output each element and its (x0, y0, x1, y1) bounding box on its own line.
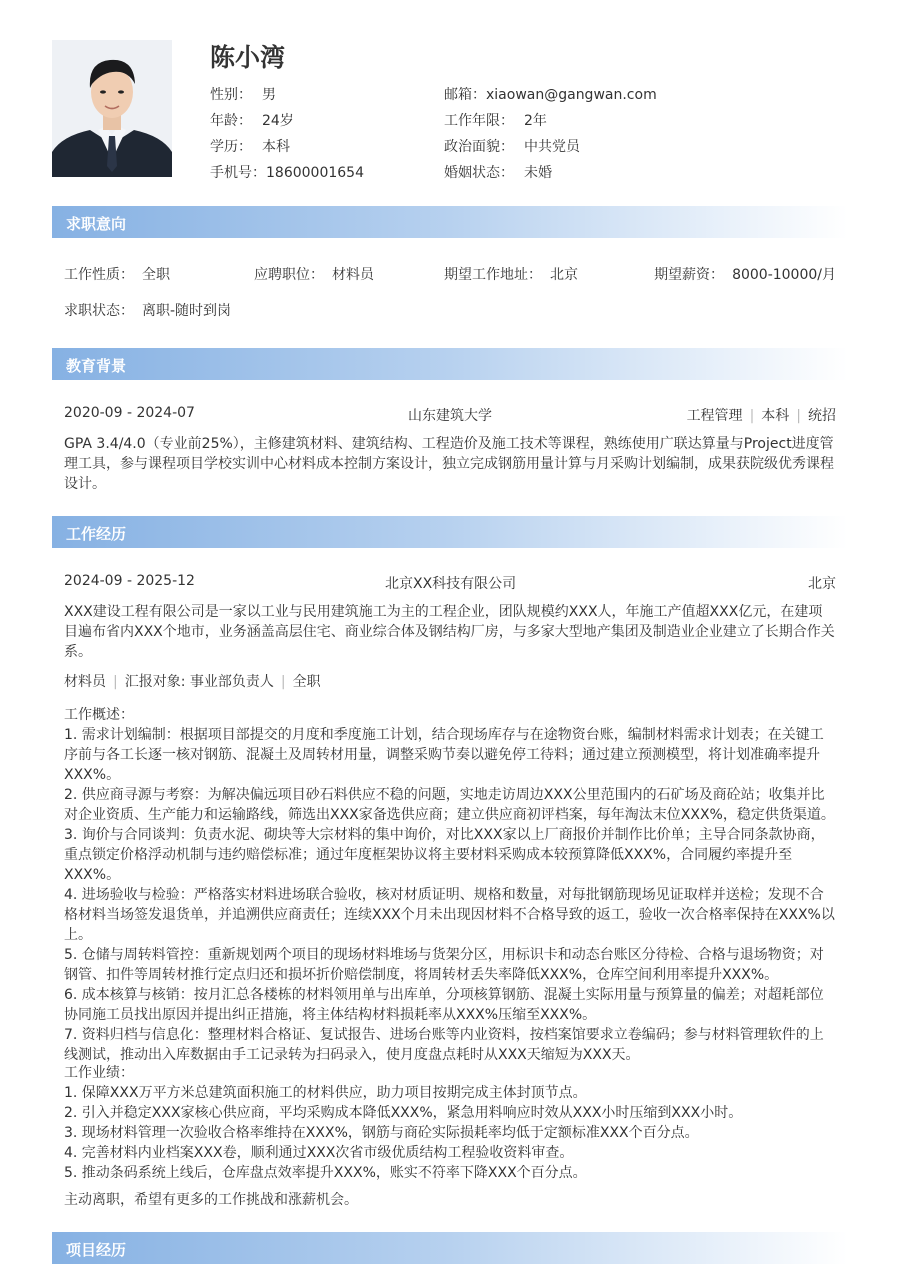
work-meta (64, 671, 321, 691)
info-value: 2年 (524, 113, 547, 129)
divider: | (796, 408, 801, 424)
overview-item: 7. 资料归档与信息化：整理材料合格证、复试报告、进场台账等内业资料，按档案馆要求立卷编码；参与材料管理软件的上线测试，推动出入库数据由手工记录转为扫码录入，使月度盘点耗时从XXX天缩短为XXX天。 (64, 1027, 824, 1063)
info-value: 未婚 (524, 165, 552, 181)
info-education (210, 136, 290, 156)
overview-item: 4. 进场验收与检验：严格落实材料进场联合验收，核对材质证明、规格和数量，对每批钢筋现场见证取样并送检；发现不合格材料当场签发退货单，并追溯供应商责任；连续XXX个月未出现因材料不合格导致的返工，验收一次合格率保持在XXX%以上。 (64, 887, 835, 943)
info-label: 邮箱： (444, 87, 486, 103)
overview-item: 3. 询价与合同谈判：负责水泥、砌块等大宗材料的集中询价，对比XXX家以上厂商报价并制作比价单；主导合同条款协商，重点锁定价格浮动机制与违约赔偿标准；通过年度框架协议将主要材料采购成本较预算降低XXX%，合同履约率提升至XXX%。 (64, 827, 825, 883)
education-degree: 本科 (761, 408, 790, 424)
intent-location (444, 264, 578, 284)
achievement-item: 2. 引入并稳定XXX家核心供应商，平均采购成本降低XXX%，紧急用料响应时效从XXX小时压缩到XXX小时。 (64, 1105, 743, 1121)
section-header-education (52, 348, 848, 380)
intent-value: 8000-10000/月 (732, 267, 836, 283)
intent-label: 工作性质： (64, 267, 134, 283)
achievements-title: 工作业绩： (64, 1065, 134, 1081)
info-value: xiaowan@gangwan.com (486, 87, 657, 103)
education-description: GPA 3.4/4.0（专业前25%），主修建筑材料、建筑结构、工程造价及施工技术等课程，熟练使用广联达算量与Project进度管理工具，参与课程项目学校实训中心材料成本控制方案设计，独立完成钢筋用量计算与月采购计划编制，成果获院级优秀课程设计。 (64, 436, 834, 492)
info-age (210, 110, 294, 130)
intent-label: 期望薪资： (654, 267, 725, 283)
info-label: 学历： (210, 139, 252, 155)
overview-title: 工作概述： (64, 707, 134, 723)
overview-item: 6. 成本核算与核销：按月汇总各楼栋的材料领用单与出库单，分项核算钢筋、混凝土实际用量与预算量的偏差；对超耗部位协同施工员找出原因并提出纠正措施，将主体结构材料损耗率从XXX%压缩至XXX%。 (64, 987, 824, 1023)
work-achievements (64, 1063, 836, 1183)
info-gender (210, 84, 276, 104)
section-title: 教育背景 (66, 357, 127, 375)
info-political (444, 136, 580, 156)
intent-value: 离职-随时到岗 (142, 303, 232, 319)
info-label: 婚姻状态： (444, 165, 514, 181)
info-value: 本科 (262, 139, 290, 155)
info-work-years (444, 110, 547, 130)
divider: | (749, 408, 755, 424)
info-value: 男 (262, 87, 276, 103)
intent-position (254, 264, 374, 284)
intent-value: 材料员 (332, 267, 374, 283)
info-label: 工作年限： (444, 113, 514, 129)
section-header-intent (52, 206, 848, 238)
overview-item: 1. 需求计划编制：根据项目部提交的月度和季度施工计划，结合现场库存与在途物资台账，编制材料需求计划表；在关键工序前与各工长逐一核对钢筋、混凝土及周转材用量，调整采购节奏以避免停工待料；通过建立预测模型，将计划准确率提升XXX%。 (64, 727, 824, 783)
intent-job-type (64, 264, 170, 284)
achievement-item: 4. 完善材料内业档案XXX卷，顺利通过XXX次省市级优质结构工程验收资料审查。 (64, 1145, 574, 1161)
work-city: 北京 (808, 576, 836, 592)
work-report-to: 汇报对象: 事业部负责人 (124, 674, 274, 690)
education-school: 山东建筑大学 (408, 408, 492, 424)
achievement-item: 5. 推动条码系统上线后，仓库盘点效率提升XXX%，账实不符率下降XXX个百分点。 (64, 1165, 587, 1181)
overview-item: 5. 仓储与周转料管控：重新规划两个项目的现场材料堆场与货架分区，用标识卡和动态台账区分待检、合格与退场物资；对钢管、扣件等周转材推行定点归还和损坏折价赔偿制度，将周转材丢失率降低XXX%，仓库空间利用率提升XXX%。 (64, 947, 824, 983)
achievement-item: 1. 保障XXX万平方米总建筑面积施工的材料供应，助力项目按期完成主体封顶节点。 (64, 1085, 587, 1101)
section-title: 求职意向 (66, 215, 127, 233)
company-description: XXX建设工程有限公司是一家以工业与民用建筑施工为主的工程企业，团队规模约XXX人，年施工产值超XXX亿元，在建项目遍布省内XXX个地市，业务涵盖高层住宅、商业综合体及钢结构厂房，与多家大型地产集团及制造业企业建立了长期合作关系。 (64, 604, 835, 660)
info-label: 性别： (210, 87, 252, 103)
info-phone (210, 162, 364, 182)
intent-label: 期望工作地址： (444, 267, 542, 283)
section-title: 项目经历 (66, 1241, 127, 1259)
overview-item: 2. 供应商寻源与考察：为解决偏远项目砂石料供应不稳的问题，实地走访周边XXX公里范围内的石矿场及商砼站；收集并比对企业资质、生产能力和运输路线，筛选出XXX家备选供应商；建立供应商初评档案，每年淘汰末位XXX%，稳定供货渠道。 (64, 787, 835, 823)
info-label: 年龄： (210, 113, 252, 129)
divider: | (280, 674, 286, 690)
work-role: 材料员 (64, 674, 106, 690)
portrait-illustration (52, 40, 172, 177)
info-label: 政治面貌： (444, 139, 514, 155)
section-header-project (52, 1232, 848, 1264)
divider: | (113, 674, 118, 690)
leave-reason: 主动离职，希望有更多的工作挑战和涨薪机会。 (64, 1192, 358, 1208)
intent-status (64, 300, 231, 320)
work-overview (64, 705, 836, 1065)
section-header-work (52, 516, 848, 548)
education-major: 工程管理 (686, 408, 743, 424)
info-marital (444, 162, 552, 182)
education-period: 2020-09 - 2024-07 (64, 405, 195, 421)
section-title: 工作经历 (66, 525, 127, 543)
work-job-type: 全职 (292, 674, 321, 690)
work-period: 2024-09 - 2025-12 (64, 573, 195, 589)
intent-value: 全职 (142, 267, 170, 283)
info-label: 手机号： (210, 165, 266, 181)
education-type: 统招 (808, 408, 836, 424)
info-value: 18600001654 (266, 165, 364, 181)
education-meta (687, 405, 836, 425)
intent-value: 北京 (550, 267, 578, 283)
intent-label: 求职状态： (64, 303, 134, 319)
achievement-item: 3. 现场材料管理一次验收合格率维持在XXX%，钢筋与商砼实际损耗率均低于定额标准XXX个百分点。 (64, 1125, 699, 1141)
intent-label: 应聘职位： (254, 267, 324, 283)
info-email (444, 84, 657, 104)
profile-photo (52, 40, 172, 177)
work-company: 北京XX科技有限公司 (385, 576, 517, 592)
candidate-name: 陈小湾 (210, 43, 286, 72)
intent-salary (654, 264, 836, 284)
info-value: 24岁 (262, 113, 294, 129)
info-value: 中共党员 (524, 139, 580, 155)
